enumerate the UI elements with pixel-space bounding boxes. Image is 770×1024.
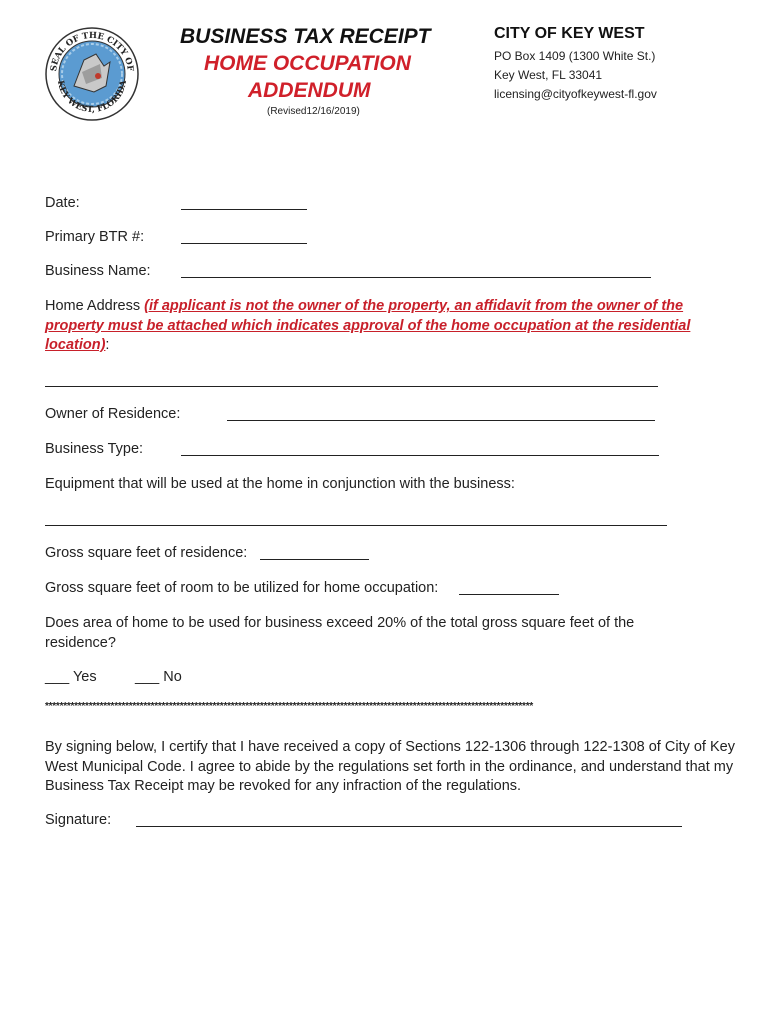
form-subtitle-line1: HOME OCCUPATION: [204, 52, 411, 75]
gross-room-field[interactable]: [459, 594, 559, 595]
city-name: CITY OF KEY WEST: [494, 25, 645, 42]
gross-residence-label: Gross square feet of residence:: [45, 545, 248, 561]
yes-option[interactable]: ___ Yes: [45, 669, 97, 685]
business-type-field[interactable]: [181, 455, 659, 456]
date-label: Date:: [45, 195, 80, 211]
business-type-label: Business Type:: [45, 441, 144, 457]
business-name-label: Business Name:: [45, 263, 151, 279]
gross-residence-field[interactable]: [260, 559, 369, 560]
contact-email: licensing@cityofkeywest-fl.gov: [494, 87, 657, 101]
signature-field[interactable]: [136, 826, 682, 827]
separator-line: **************************************************************************************************************************************: [45, 701, 533, 712]
exceed-question: Does area of home to be used for business exceed 20% of the total gross square feet of the residence?: [45, 615, 635, 651]
address-line1: PO Box 1409 (1300 White St.): [494, 49, 656, 63]
certification-text: By signing below, I certify that I have received a copy of Sections 122-1306 through 122-1308 of City of Key West Municipal Code. I agree to abide by the regulations set forth in the ordinance, and understand that my Business Tax Receipt may be revoked for any infraction of the regulations.: [45, 739, 735, 794]
form-title: BUSINESS TAX RECEIPT: [180, 25, 431, 48]
btr-number-field[interactable]: [181, 243, 307, 244]
business-name-field[interactable]: [181, 277, 651, 278]
signature-label: Signature:: [45, 812, 112, 828]
owner-label: Owner of Residence:: [45, 406, 181, 422]
home-address-field[interactable]: [45, 386, 658, 387]
form-subtitle-line2: ADDENDUM: [248, 79, 371, 102]
home-address-note: (if applicant is not the owner of the property, an affidavit from the owner of the property must be attached which indicates approval of the home occupation at the residential location): [45, 298, 691, 353]
gross-room-label: Gross square feet of room to be utilized for home occupation:: [45, 580, 439, 596]
no-option[interactable]: ___ No: [135, 669, 182, 685]
svg-text:SEAL OF THE CITY OF: SEAL OF THE CITY OF: [49, 30, 135, 73]
revision-date: (Revised12/16/2019): [267, 106, 360, 117]
btr-label: Primary BTR #:: [45, 229, 145, 245]
address-line2: Key West, FL 33041: [494, 68, 603, 82]
equipment-field[interactable]: [45, 525, 667, 526]
home-address-label: Home Address (if applicant is not the owner of the property, an affidavit from the owner of the property must be attached which indicates approval of the home occupation at the residential location):: [45, 298, 691, 353]
svg-text:KEY WEST, FLORIDA: KEY WEST, FLORIDA: [54, 79, 129, 116]
city-seal-logo: [44, 26, 140, 122]
owner-field[interactable]: [227, 420, 655, 421]
equipment-label: Equipment that will be used at the home in conjunction with the business:: [45, 476, 515, 492]
date-field[interactable]: [181, 209, 307, 210]
